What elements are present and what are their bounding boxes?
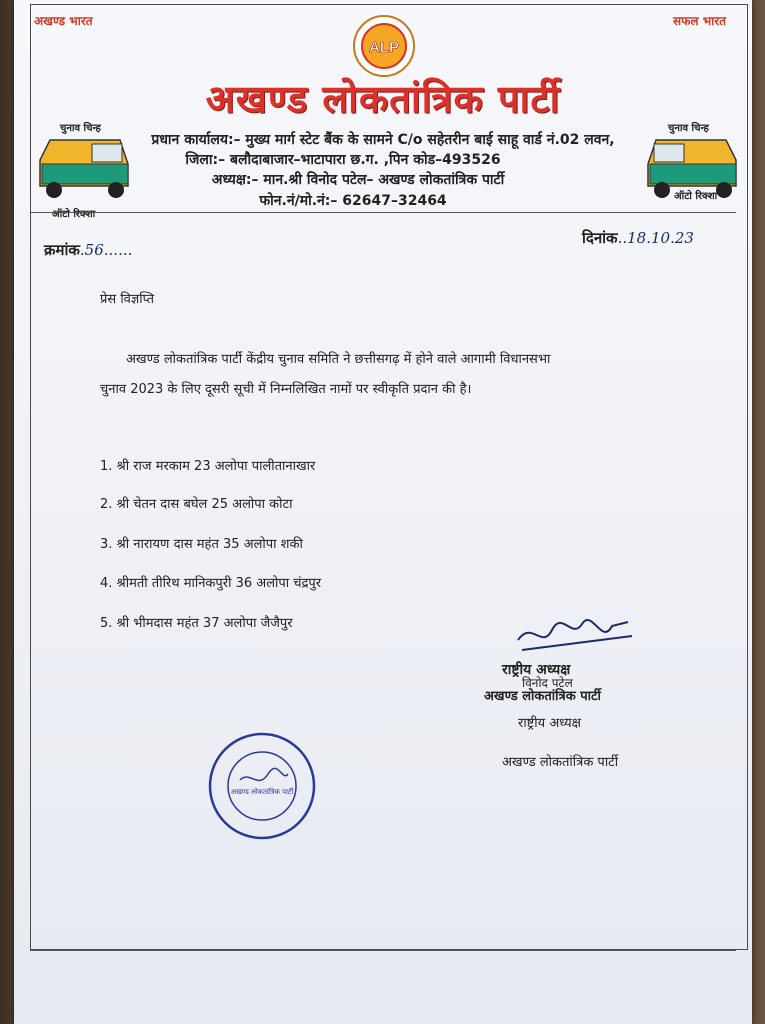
signatory-party: अखण्ड लोकतांत्रिक पार्टी [502,755,619,770]
reference-label: क्रमांक [44,241,80,259]
signatory-title: राष्ट्रीय अध्यक्ष [518,716,581,731]
paragraph-line-1: अखण्ड लोकतांत्रिक पार्टी केंद्रीय चुनाव समिति ने छत्तीसगढ़ में होने वाले आगामी विधानसभा [126,352,551,367]
party-logo [352,14,416,78]
symbol-label-right: चुनाव चिन्ह [668,123,709,134]
district-pincode: जिला:– बलौदाबाजार–भाटापारा छ.ग. ,पिन कोड–493526 [185,152,501,168]
stamp-title: राष्ट्रीय अध्यक्ष [502,662,571,678]
motto-left: अखण्ड भारत [34,14,93,28]
reference-value: .56...... [79,241,133,259]
logo-text: ALP [369,39,399,56]
date-value: ..18.10.23 [617,229,694,247]
motto-right: सफल भारत [673,14,726,28]
stamp-name: विनोद पटेल [522,676,573,690]
party-seal [206,730,318,842]
handwritten-signature [512,610,642,658]
candidate-item: 4. श्रीमती तीरिथ मानिकपुरी 36 अलोपा चंद्रपुर [100,576,322,591]
reference-number [44,240,132,260]
paragraph-line-2: चुनाव 2023 के लिए दूसरी सूची में निम्नलिखित नामों पर स्वीकृति प्रदान की है। [100,382,472,397]
candidate-item: 3. श्री नारायण दास महंत 35 अलोपा शकी [100,537,303,552]
phone-line: फोन.नं/मो.नं:– 62647–32464 [259,193,447,209]
symbol-label-left: चुनाव चिन्ह [60,123,101,134]
symbol-caption-left: ऑटो रिक्शा [52,209,96,220]
candidate-item: 5. श्री भीमदास महंत 37 अलोपा जैजैपुर [100,616,293,631]
stamp-party: अखण्ड लोकतांत्रिक पार्टी [484,689,601,704]
candidate-item: 1. श्री राज मरकाम 23 अलोपा पालीतानाखार [100,459,316,474]
date-field [582,228,694,248]
auto-rickshaw-icon [32,130,136,206]
seal-center-text: अखण्ड लोकतांत्रिक पार्टी [230,788,294,796]
office-address: प्रधान कार्यालय:– मुख्य मार्ग स्टेट बैंक के सामने C/o सहेतरीन बाई साहू वार्ड नं.02 लवन, [151,132,615,148]
subject-line: प्रेस विज्ञप्ति [100,292,155,307]
rickshaw-symbol-right [640,118,744,218]
header-divider [30,212,736,213]
party-name: अखण्ड लोकतांत्रिक पार्टी [205,77,561,121]
date-label: दिनांक [582,229,618,247]
candidate-item: 2. श्री चेतन दास बघेल 25 अलोपा कोटा [100,497,293,512]
president-line: अध्यक्ष:– मान.श्री विनोद पटेल– अखण्ड लोकतांत्रिक पार्टी [211,172,505,188]
footer-divider [30,950,736,951]
rickshaw-symbol-left [32,118,136,218]
letterhead-paper [14,0,752,1024]
symbol-caption-right: ऑटो रिक्शा [674,191,718,202]
